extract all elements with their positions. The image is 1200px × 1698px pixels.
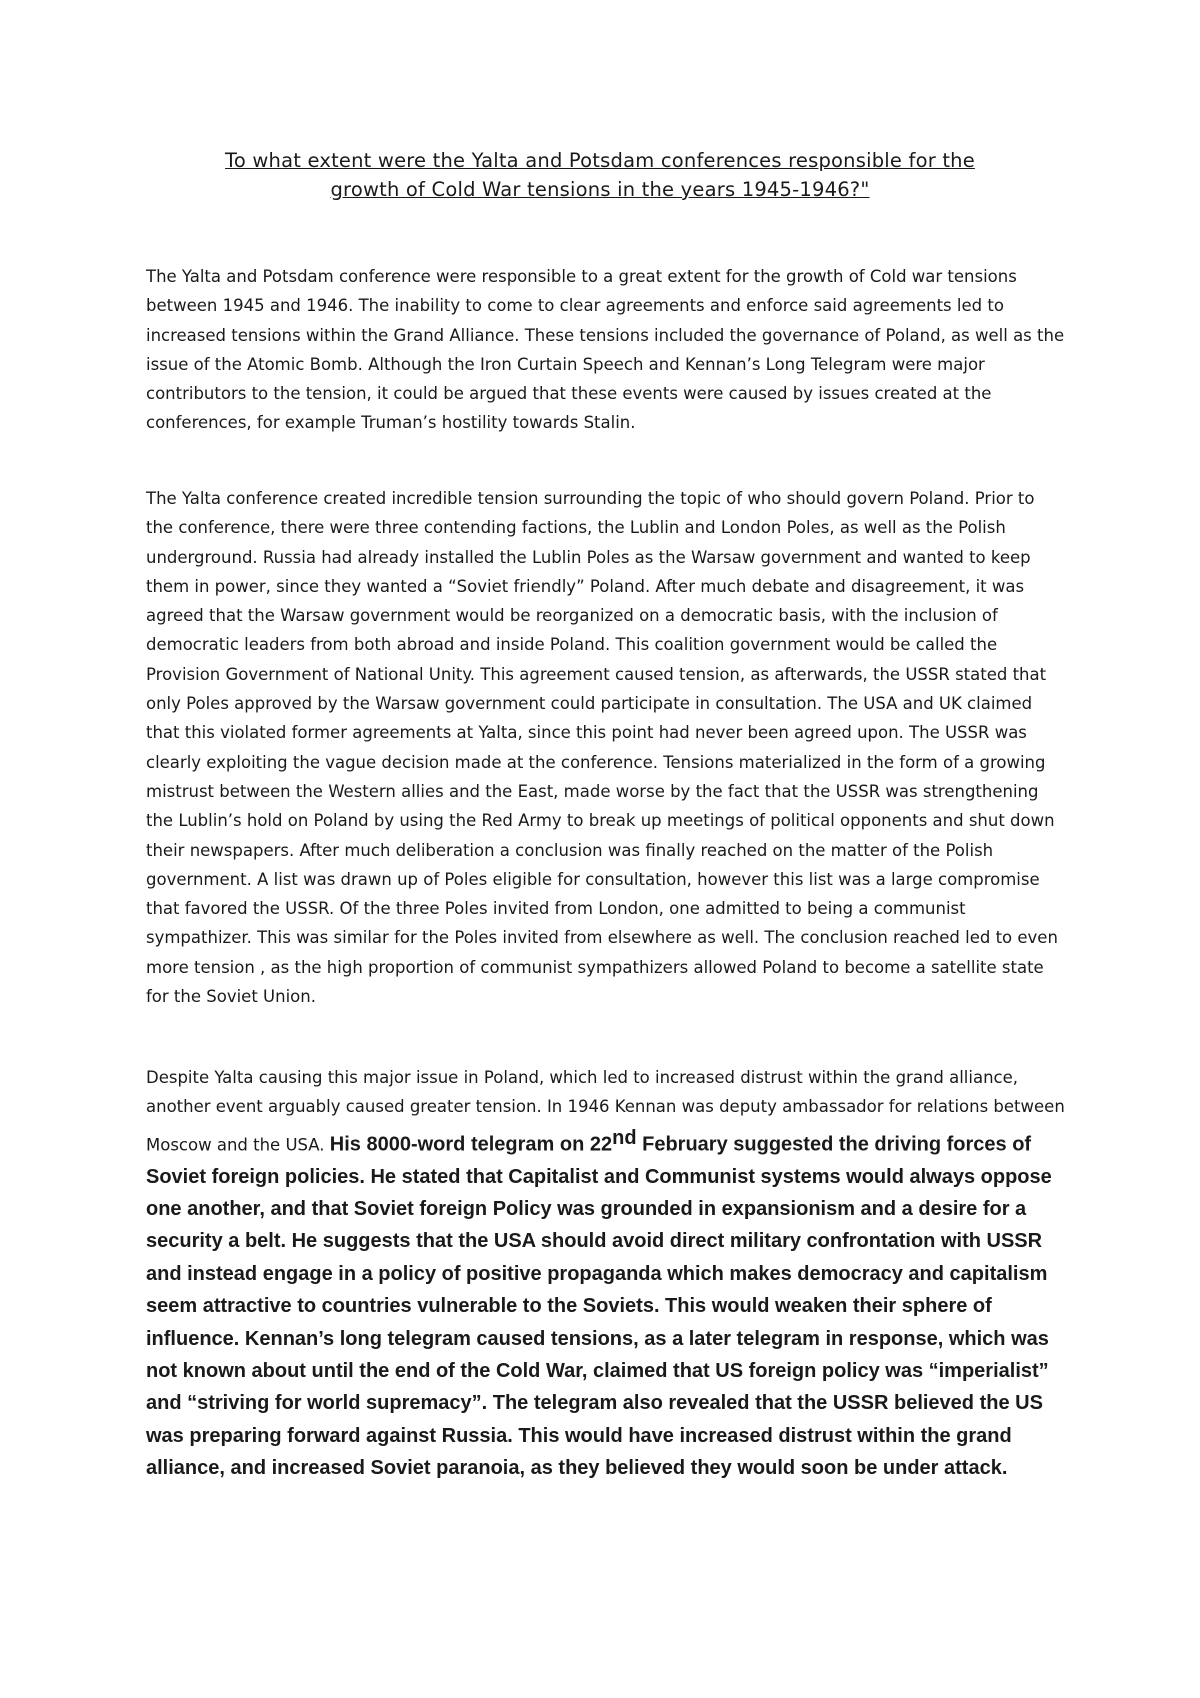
essay-title-line-1: To what extent were the Yalta and Potsdam conferences responsible for the bbox=[225, 149, 975, 172]
ordinal-superscript: nd bbox=[612, 1126, 637, 1149]
paragraph-introduction: The Yalta and Potsdam conference were responsible to a great extent for the growth of Cold war tensions between 1945 and 1946. The inability to come to clear agreements and enforce said agreements led to increased tensions within the Grand Alliance. These tensions included the governance of Poland, as well as the issue of the Atomic Bomb. Although the Iron Curtain Speech and Kennan’s Long Telegram were major contributors to the tension, it could be argued that these events were caused by issues created at the conferences, for example Truman’s hostility towards Stalin. bbox=[146, 267, 1065, 433]
paragraph-kennan-telegram bbox=[146, 1063, 1066, 1485]
essay-title bbox=[140, 146, 1060, 204]
paragraph-kennan-emphasis-text-b: February suggested the driving forces of Soviet foreign policies. He stated that Capitalist and Communist systems would always oppose one another, and that Soviet foreign Policy was grounded in expansionism and a desire for a security a belt. He suggests that the USA should avoid direct military confrontation with USSR and instead engage in a policy of positive propaganda which makes democracy and capitalism seem attractive to countries vulnerable to the Soviets. This would weaken their sphere of influence. Kennan’s long telegram caused tensions, as a later telegram in response, which was not known about until the end of the Cold War, claimed that US foreign policy was “imperialist” and “striving for world supremacy”. The telegram also revealed that the USSR believed the US was preparing forward against Russia. This would have increased distrust within the grand alliance, and increased Soviet paranoia, as they believed they would soon be under attack. bbox=[146, 1133, 1052, 1480]
essay-title-line-2: growth of Cold War tensions in the years 1945-1946?" bbox=[330, 178, 870, 201]
paragraph-kennan-emphasis-text-a: His 8000-word telegram on 22 bbox=[329, 1133, 613, 1156]
paragraph-yalta-poland: The Yalta conference created incredible tension surrounding the topic of who should govern Poland. Prior to the conference, there were three contending factions, the Lublin and London Poles, as well as the Polish underground. Russia had already installed the Lublin Poles as the Warsaw government and wanted to keep them in power, since they wanted a “Soviet friendly” Poland. After much debate and disagreement, it was agreed that the Warsaw government would be reorganized on a democratic basis, with the inclusion of democratic leaders from both abroad and inside Poland. This coalition government would be called the Provision Government of National Unity. This agreement caused tension, as afterwards, the USSR stated that only Poles approved by the Warsaw government could participate in consultation. The USA and UK claimed that this violated former agreements at Yalta, since this point had never been agreed upon. The USSR was clearly exploiting the vague decision made at the conference. Tensions materialized in the form of a growing mistrust between the Western allies and the East, made worse by the fact that the USSR was strengthening the Lublin’s hold on Poland by using the Red Army to break up meetings of political opponents and shut down their newspapers. After much deliberation a conclusion was finally reached on the matter of the Polish government. A list was drawn up of Poles eligible for consultation, however this list was a large compromise that favored the USSR. Of the three Poles invited from London, one admitted to being a communist sympathizer. This was similar for the Poles invited from elsewhere as well. The conclusion reached led to even more tension , as the high proportion of communist sympathizers allowed Poland to become a satellite state for the Soviet Union. bbox=[146, 489, 1058, 1007]
paragraph-kennan-normal-text: Despite Yalta causing this major issue in Poland, which led to increased distrust within the grand alliance, another event arguably caused greater tension. In 1946 Kennan was deputy ambassador for relations between Moscow and the USA. bbox=[146, 1068, 1065, 1155]
